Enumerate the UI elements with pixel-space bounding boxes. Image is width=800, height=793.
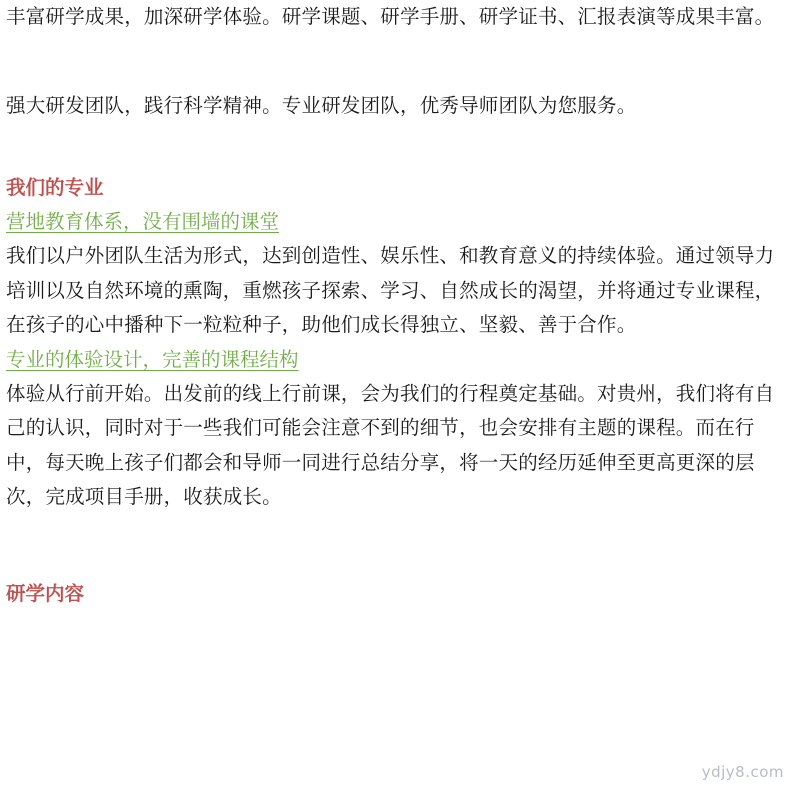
spacer: [6, 35, 790, 89]
site-watermark: ydjy8.com: [701, 763, 784, 781]
sub-heading-experience-design[interactable]: 专业的体验设计，完善的课程结构: [6, 347, 299, 371]
paragraph-experience-design: 体验从行前开始。出发前的线上行前课，会为我们的行程奠定基础。对贵州，我们将有自己的认识，同时对于一些我们可能会注意不到的细节，也会安排有主题的课程。而在行中，每天晚上孩子们都会和导师一同进行总结分享，将一天的经历延伸至更高更深的层次，完成项目手册，收获成长。: [6, 381, 775, 508]
sub-heading-camp-education[interactable]: 营地教育体系，没有围墙的课堂: [6, 210, 280, 233]
spacer: [6, 123, 790, 171]
paragraph-team: 强大研发团队，践行科学精神。专业研发团队，优秀导师团队为您服务。: [6, 93, 637, 117]
paragraph-results: 丰富研学成果，加深研学体验。研学课题、研学手册、研学证书、汇报表演等成果丰富。: [6, 5, 775, 28]
spacer: [6, 515, 790, 577]
article-content: [6, 0, 790, 611]
paragraph-camp-education: 我们以户外团队生活为形式，达到创造性、娱乐性、和教育意义的持续体验。通过领导力培训以及自然环境的熏陶，重燃孩子探索、学习、自然成长的渴望，并将通过专业课程，在孩子的心中播种下一粒粒种子，助他们成长得独立、坚毅、善于合作。: [6, 244, 775, 336]
section-heading-content: 研学内容: [6, 581, 85, 605]
section-heading-major: 我们的专业: [6, 176, 104, 199]
